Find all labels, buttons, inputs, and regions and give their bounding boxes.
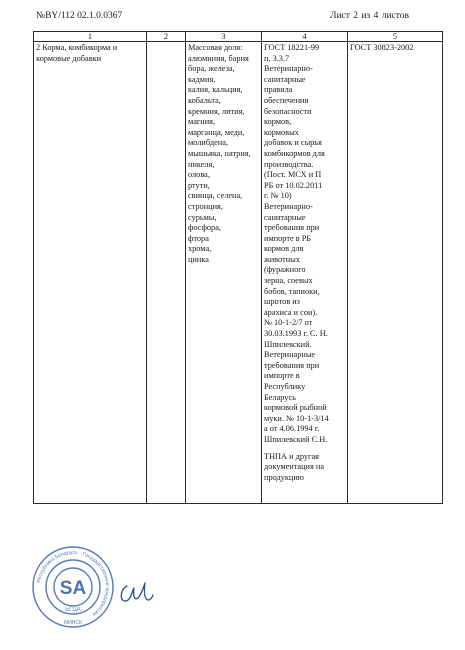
attestation-scope-table <box>33 31 443 504</box>
document-number: №BY/112 02.1.0.0367 <box>36 11 123 21</box>
column-number-5: 5 <box>348 32 443 42</box>
column-number-2: 2 <box>147 32 186 42</box>
stamp-bottom-text: БГЦА <box>65 607 81 613</box>
code-cell <box>147 42 186 504</box>
column-number-1: 1 <box>34 32 147 42</box>
signature-image <box>117 578 155 608</box>
requirements-text: ГОСТ 18221-99 п. 3.3.7 Ветеринарно- санитарные правила обеспечения безопасности кормов, кормовых добавок и сырья комбикормов для производства. (Пост. МСХ и П РБ от 10.02.2011 г. № 10) Ветеринарно- санитарные требования при импорте в РБ кормов для животных (фуражного зерна, соевых бобов, тапиоки, шротов из арахиса и сои). № 10-1-2/7 от 30.03.1993 г. С. Н. Шпилевский. Ветеринарные требования при импорте в Республику Беларусь кормовой рыбной муки. № 10-1-3/14 а от 4.06.1994 г. Шпилевский С.Н. <box>264 43 329 444</box>
column-number-row <box>34 32 443 42</box>
object-text: 2 Корма, комбикорма и кормовые добавки <box>36 43 118 63</box>
characteristics-text: Массовая доля: алюминия, бария бора, железа, кадмия, калия, кальция, кобальта, кремния, лития, магния, марганца, меди, молибдена, мышьяка, натрия, никеля, олова, ртути, свинца, селена, стронция, сурьмы, фосфора, фтора хрома, цинка <box>188 43 251 264</box>
column-number-4: 4 <box>262 32 348 42</box>
stamp-center-mark: SA <box>59 578 87 599</box>
stamp-ring-text: Республика Беларусь · Государственное предприятие <box>36 549 111 618</box>
requirements-cell <box>262 42 348 504</box>
table-row <box>34 42 443 504</box>
stamp-city-text: МИНСК <box>64 620 82 626</box>
official-stamp <box>31 545 115 629</box>
methods-cell <box>348 42 443 504</box>
requirements-extra-text: ТНПА и другая документация на продукцию <box>264 451 324 482</box>
methods-text: ГОСТ 30823-2002 <box>350 43 414 52</box>
object-cell <box>34 42 147 504</box>
characteristics-cell <box>186 42 262 504</box>
sheet-info: Лист 2 из 4 листов <box>330 11 410 21</box>
column-number-3: 3 <box>186 32 262 42</box>
